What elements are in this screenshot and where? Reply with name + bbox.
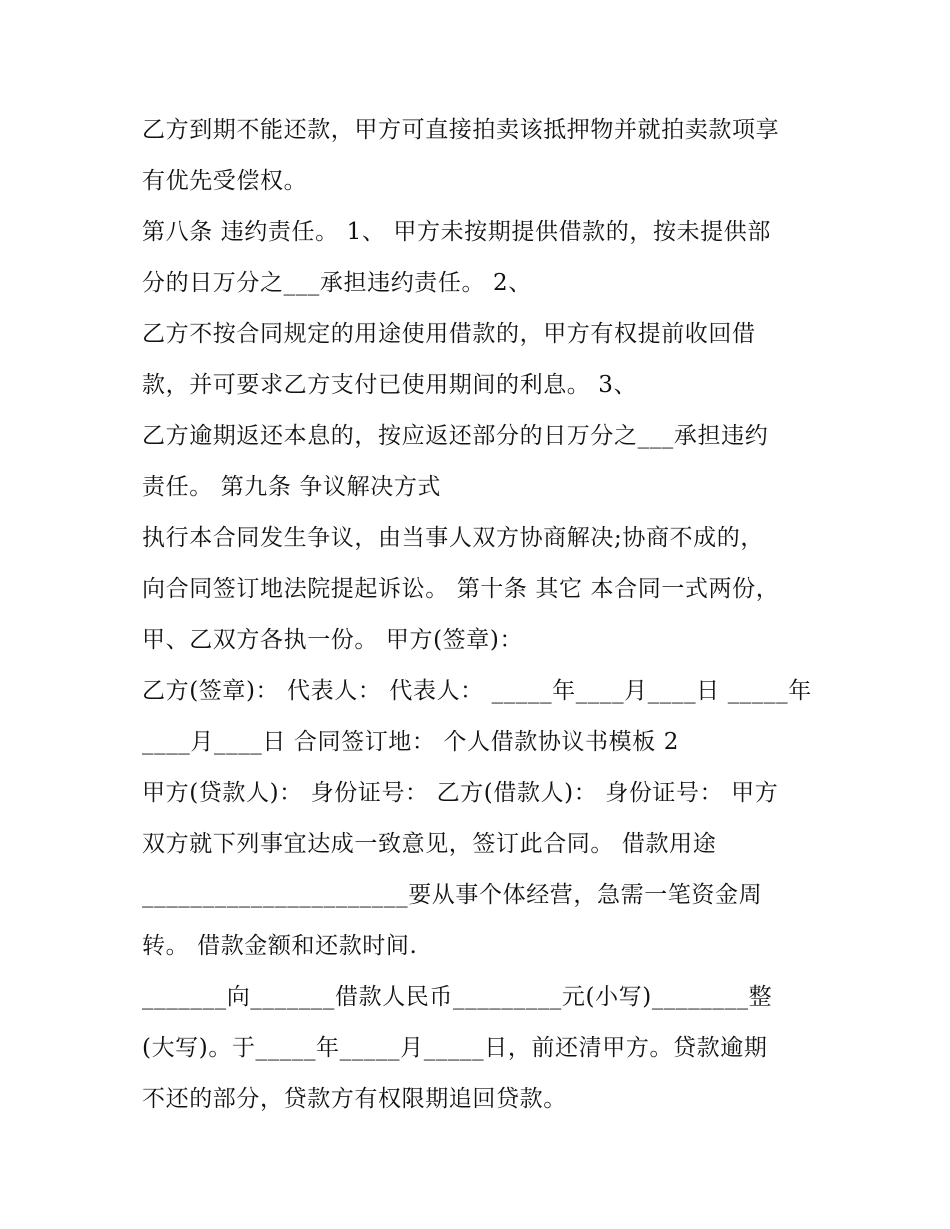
contract-text — [142, 105, 822, 1125]
text-line: 乙方到期不能还款，甲方可直接拍卖该抵押物并就拍卖款项享 — [142, 117, 780, 143]
text-line: 执行本合同发生争议，由当事人双方协商解决;协商不成的， — [142, 525, 764, 551]
text-line: 不还的部分，贷款方有权限期追回贷款。 — [142, 1086, 567, 1112]
text-line: 款，并可要求乙方支付已使用期间的利息。 3、 — [142, 372, 638, 398]
text-line: 有优先受偿权。 — [142, 168, 308, 194]
text-line: ____月____日 合同签订地： 个人借款协议书模板 2 — [142, 729, 679, 755]
text-line: 乙方不按合同规定的用途使用借款的，甲方有权提前收回借 — [142, 321, 756, 347]
text-line: 第八条 违约责任。 1、 甲方未按期提供借款的，按未提供部 — [142, 219, 771, 245]
text-line: 乙方逾期返还本息的，按应返还部分的日万分之___承担违约 — [142, 423, 769, 449]
text-line: (大写)。于_____年_____月_____日，前还清甲方。贷款逾期 — [142, 1035, 768, 1061]
text-line: 分的日万分之___承担违约责任。 2、 — [142, 270, 532, 296]
text-line: 甲、乙双方各执一份。 甲方(签章)： — [142, 627, 524, 653]
text-line: _______向_______借款人民币_________元(小写)________整 — [142, 984, 773, 1010]
text-line: 转。 借款金额和还款时间. — [142, 933, 418, 959]
text-line: 责任。 第九条 争议解决方式 — [142, 474, 442, 500]
text-line: ______________________要从事个体经营，急需一笔资金周 — [142, 882, 763, 908]
text-line: 双方就下列事宜达成一致意见，签订此合同。 借款用途 — [142, 831, 717, 857]
text-line: 甲方(贷款人)： 身份证号： 乙方(借款人)： 身份证号： 甲方 — [142, 780, 779, 806]
text-line: 乙方(签章)： 代表人： 代表人： _____年____月____日 _____年 — [142, 678, 812, 704]
text-line: 向合同签订地法院提起诉讼。 第十条 其它 本合同一式两份， — [142, 576, 780, 602]
